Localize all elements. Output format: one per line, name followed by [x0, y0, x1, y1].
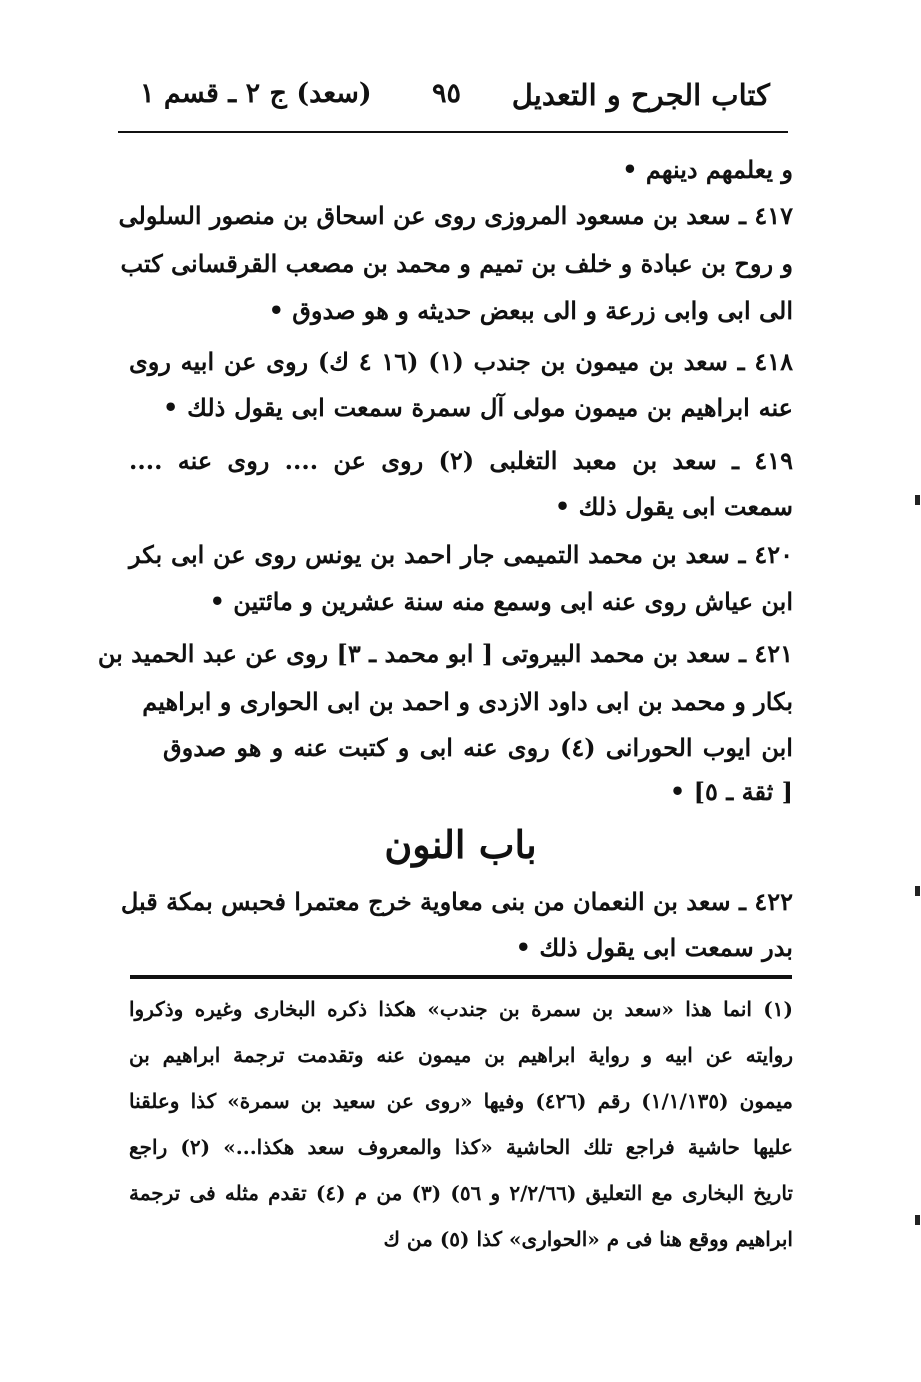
footnote-rule — [130, 975, 792, 979]
page-header — [140, 78, 770, 124]
footnote-line: روايته عن ابيه و رواية ابراهيم بن ميمون عنه وتقدمت ترجمة ابراهيم بن — [129, 1043, 793, 1067]
text-line: و روح بن عبادة و خلف بن تميم و محمد بن مصعب القرقسانى كتب — [120, 249, 793, 278]
footnote-line: عليها حاشية فراجع تلك الحاشية «كذا والمعروف سعد هكذا...» (٢) راجع — [129, 1135, 793, 1159]
chapter-heading: باب النون — [384, 822, 537, 867]
page-number: ٩٥ — [432, 78, 462, 109]
section-label: (سعد) ج ٢ ـ قسم ١ — [140, 78, 372, 109]
text-line: بدر سمعت ابى يقول ذلك • — [515, 933, 793, 962]
entry-419-line: ٤١٩ ـ سعد بن معبد التغلبى (٢) روى عن .... روى عنه .... — [129, 446, 793, 475]
scan-mark — [915, 1215, 920, 1225]
text-line: بكار و محمد بن ابى داود الازدى و احمد بن ابى الحوارى و ابراهيم — [142, 687, 793, 716]
scan-mark — [915, 495, 920, 505]
entry-421-line: ٤٢١ ـ سعد بن محمد البيروتى [ ابو محمد ـ ٣] روى عن عبد الحميد بن — [97, 639, 793, 668]
text-line: ابن ايوب الحورانى (٤) روى عنه ابى و كتبت عنه و هو صدوق — [163, 733, 793, 762]
text-line: [ ثقة ـ ٥] • — [669, 777, 793, 806]
scan-mark — [915, 886, 920, 896]
footnote-line: ميمون (١/١/١٣٥) رقم (٤٢٦) وفيها «روى عن سعيد بن سمرة» كذا وعلقنا — [129, 1089, 793, 1113]
entry-420-line: ٤٢٠ ـ سعد بن محمد التميمى جار احمد بن يونس روى عن ابى بكر — [129, 540, 793, 569]
text-line: الى ابى وابى زرعة و الى ببعض حديثه و هو صدوق • — [268, 296, 793, 325]
text-line: عنه ابراهيم بن ميمون مولى آل سمرة سمعت ابى يقول ذلك • — [163, 393, 794, 422]
book-title: كتاب الجرح و التعديل — [511, 78, 770, 112]
text-line: و يعلمهم دينهم • — [622, 155, 793, 184]
footnote-line: ابراهيم ووقع هنا فى م «الحوارى» كذا (٥) من ك — [383, 1227, 793, 1251]
text-line: سمعت ابى يقول ذلك • — [554, 492, 793, 521]
header-rule — [118, 131, 788, 133]
footnote-line: (١) انما هذا «سعد بن سمرة بن جندب» هكذا ذكره البخارى وغيره وذكروا — [129, 997, 793, 1021]
entry-422-line: ٤٢٢ ـ سعد بن النعمان من بنى معاوية خرج معتمرا فحبس بمكة قبل — [120, 887, 793, 916]
entry-417-line: ٤١٧ ـ سعد بن مسعود المروزى روى عن اسحاق بن منصور السلولى — [118, 201, 793, 230]
footnote-line: تاريخ البخارى مع التعليق (٢/٢/٦٦ و ٥٦) (٣) من م (٤) تقدم مثله فى ترجمة — [129, 1181, 793, 1205]
entry-418-line: ٤١٨ ـ سعد بن ميمون بن جندب (١) (١٦ ٤ ك) روى عن ابيه روى — [129, 347, 794, 376]
text-line: ابن عياش روى عنه ابى وسمع منه سنة عشرين و مائتين • — [209, 587, 793, 616]
